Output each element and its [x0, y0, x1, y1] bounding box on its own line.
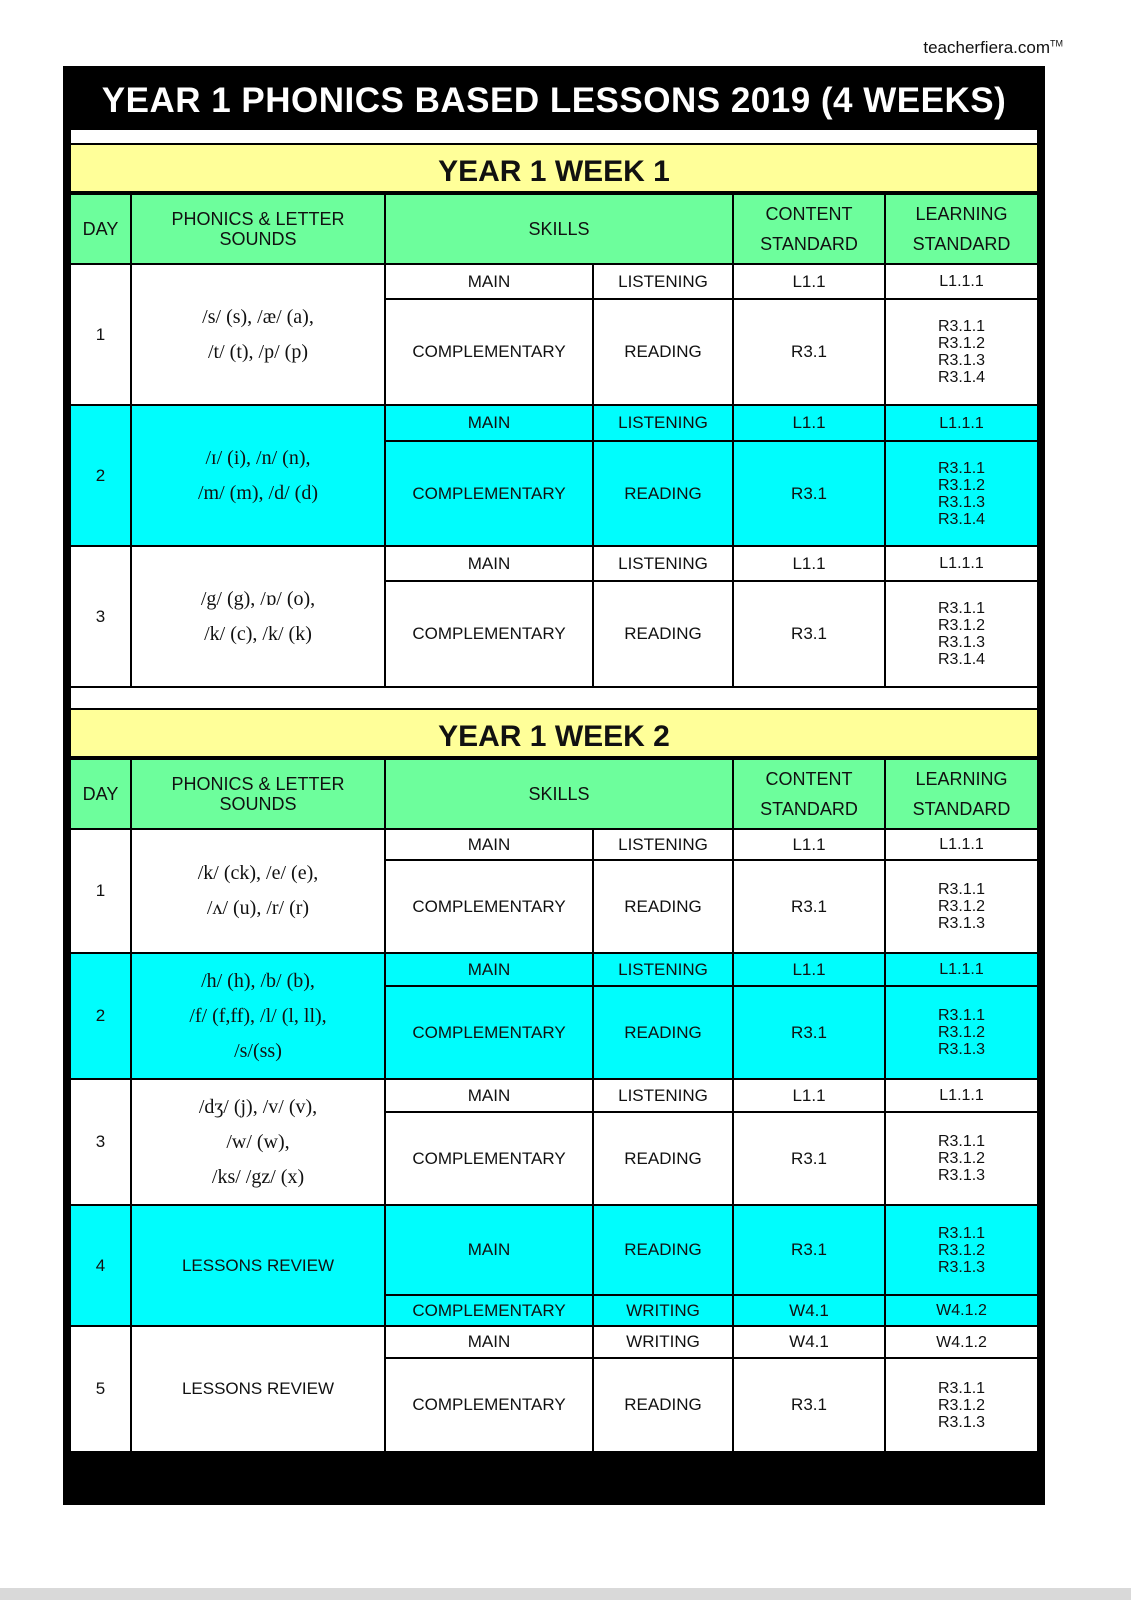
content-standard: R3.1 [733, 1205, 885, 1295]
header-skills: SKILLS [385, 759, 733, 829]
content-standard: L1.1 [733, 829, 885, 860]
skill-name: WRITING [593, 1295, 733, 1326]
text-line: R3.1.3 [937, 1413, 986, 1431]
learning-standard [885, 1295, 1037, 1326]
text-line: R3.1.2 [937, 1150, 986, 1167]
learning-standard [885, 264, 1037, 299]
text-line: L1.1.1 [939, 961, 984, 978]
content-standard: R3.1 [733, 581, 885, 687]
skill-name: LISTENING [593, 953, 733, 986]
week-table [71, 758, 1037, 1453]
skill-name: LISTENING [593, 546, 733, 581]
skill-type: MAIN [385, 405, 593, 441]
content-standard: R3.1 [733, 1112, 885, 1205]
content-standard: R3.1 [733, 1358, 885, 1452]
learning-standard [885, 1205, 1037, 1295]
text-line: R3.1.3 [937, 1041, 986, 1058]
skill-type: COMPLEMENTARY [385, 1112, 593, 1205]
learning-standard [885, 1079, 1037, 1112]
learning-standard [885, 1326, 1037, 1358]
learning-standard [885, 860, 1037, 953]
text-line: R3.1.1 [937, 881, 986, 898]
text-line: /h/ (h), /b/ (b), [201, 969, 315, 992]
text-line: W4.1.2 [936, 1302, 987, 1319]
table-row [71, 264, 1037, 299]
header-skills: SKILLS [385, 194, 733, 264]
content-standard: R3.1 [733, 299, 885, 405]
day-number: 1 [71, 264, 131, 405]
content-standard: R3.1 [733, 986, 885, 1079]
skill-name: READING [593, 581, 733, 687]
header-content-standard: CONTENT STANDARD [733, 194, 885, 264]
header-phonics: PHONICS & LETTER SOUNDS [131, 759, 385, 829]
text-line: R3.1.3 [937, 634, 986, 651]
text-line: R3.1.2 [937, 1241, 986, 1259]
header-row [71, 194, 1037, 264]
header-content-standard: CONTENT STANDARD [733, 759, 885, 829]
phonics-sounds [131, 264, 385, 405]
text-line: R3.1.1 [937, 459, 986, 477]
learning-standard [885, 405, 1037, 441]
skill-type: MAIN [385, 953, 593, 986]
table-row [71, 829, 1037, 860]
skill-type: COMPLEMENTARY [385, 986, 593, 1079]
skill-name: LISTENING [593, 829, 733, 860]
lesson-plan-body [71, 128, 1037, 1453]
text-line: /m/ (m), /d/ (d) [198, 481, 318, 504]
skill-name: WRITING [593, 1326, 733, 1358]
text-line: R3.1.2 [937, 1024, 986, 1041]
content-standard: R3.1 [733, 441, 885, 546]
skill-name: READING [593, 1205, 733, 1295]
text-line: L1.1.1 [939, 414, 984, 432]
header-day: DAY [71, 759, 131, 829]
week-title: YEAR 1 WEEK 1 [71, 143, 1037, 193]
learning-standard [885, 986, 1037, 1079]
table-row [71, 405, 1037, 441]
text-line: R3.1.4 [937, 651, 986, 668]
trademark: TM [1050, 38, 1063, 49]
table-row [71, 1079, 1037, 1112]
phonics-sounds [131, 1205, 385, 1326]
learning-standard [885, 441, 1037, 546]
text-line: LESSONS REVIEW [181, 1255, 335, 1275]
text-line: /s/(ss) [234, 1039, 282, 1062]
brand-logo [923, 38, 1063, 58]
text-line: /ʌ/ (u), /r/ (r) [206, 897, 310, 919]
skill-name: READING [593, 1358, 733, 1452]
text-line: /k/ (ck), /e/ (e), [197, 862, 319, 884]
skill-name: READING [593, 986, 733, 1079]
content-standard: L1.1 [733, 405, 885, 441]
text-line: L1.1.1 [939, 273, 984, 290]
day-number: 4 [71, 1205, 131, 1326]
text-line: R3.1.1 [937, 318, 986, 335]
phonics-sounds [131, 1079, 385, 1205]
learning-standard [885, 581, 1037, 687]
skill-name: LISTENING [593, 1079, 733, 1112]
text-line: R3.1.1 [937, 1224, 986, 1242]
learning-standard [885, 546, 1037, 581]
skill-name: READING [593, 299, 733, 405]
text-line: R3.1.1 [937, 1007, 986, 1024]
learning-standard [885, 953, 1037, 986]
text-line: /k/ (c), /k/ (k) [204, 622, 312, 645]
text-line: R3.1.2 [937, 898, 986, 915]
week-gap [71, 688, 1037, 708]
day-number: 5 [71, 1326, 131, 1452]
text-line: /f/ (f,ff), /l/ (l, ll), [189, 1004, 327, 1027]
content-standard: L1.1 [733, 953, 885, 986]
lesson-plan-frame [63, 66, 1045, 1505]
text-line: R3.1.2 [937, 476, 986, 494]
text-line: R3.1.4 [937, 369, 986, 386]
learning-standard [885, 829, 1037, 860]
text-line: R3.1.2 [937, 335, 986, 352]
text-line: L1.1.1 [939, 836, 984, 853]
content-standard: W4.1 [733, 1295, 885, 1326]
skill-name: LISTENING [593, 405, 733, 441]
header-row [71, 759, 1037, 829]
phonics-sounds [131, 829, 385, 953]
day-number: 2 [71, 405, 131, 546]
day-number: 3 [71, 1079, 131, 1205]
text-line: /dʒ/ (j), /v/ (v), [198, 1095, 318, 1118]
brand-name: teacherfiera.com [923, 38, 1050, 57]
skill-name: LISTENING [593, 264, 733, 299]
learning-standard [885, 1358, 1037, 1452]
text-line: /w/ (w), [226, 1130, 290, 1153]
skill-type: MAIN [385, 546, 593, 581]
text-line: /t/ (t), /p/ (p) [208, 340, 308, 363]
skill-type: COMPLEMENTARY [385, 299, 593, 405]
week-table [71, 193, 1037, 688]
text-line: R3.1.3 [937, 352, 986, 369]
content-standard: L1.1 [733, 546, 885, 581]
skill-type: MAIN [385, 1079, 593, 1112]
table-row [71, 546, 1037, 581]
text-line: L1.1.1 [939, 1087, 984, 1104]
day-number: 1 [71, 829, 131, 953]
phonics-sounds [131, 1326, 385, 1452]
text-line: R3.1.2 [937, 1396, 986, 1414]
content-standard: L1.1 [733, 264, 885, 299]
learning-standard [885, 1112, 1037, 1205]
spacer [71, 128, 1037, 143]
text-line: /ɪ/ (i), /n/ (n), [205, 446, 311, 469]
table-row [71, 1326, 1037, 1358]
skill-type: MAIN [385, 1205, 593, 1295]
text-line: W4.1.2 [936, 1333, 987, 1351]
header-phonics: PHONICS & LETTER SOUNDS [131, 194, 385, 264]
content-standard: L1.1 [733, 1079, 885, 1112]
text-line: R3.1.2 [937, 617, 986, 634]
skill-name: READING [593, 1112, 733, 1205]
page-title: YEAR 1 PHONICS BASED LESSONS 2019 (4 WEEKS) [101, 81, 1007, 120]
text-line: R3.1.3 [937, 493, 986, 511]
text-line: LESSONS REVIEW [181, 1379, 335, 1398]
table-row [71, 1205, 1037, 1295]
skill-type: COMPLEMENTARY [385, 1295, 593, 1326]
text-line: R3.1.3 [937, 915, 986, 932]
text-line: R3.1.4 [937, 510, 986, 528]
skill-type: COMPLEMENTARY [385, 441, 593, 546]
text-line: R3.1.1 [937, 600, 986, 617]
header-day: DAY [71, 194, 131, 264]
text-line: /ks/ /gz/ (x) [211, 1165, 305, 1188]
skill-type: COMPLEMENTARY [385, 860, 593, 953]
text-line: /g/ (g), /ɒ/ (o), [200, 587, 316, 610]
header-learning-standard: LEARNING STANDARD [885, 759, 1037, 829]
phonics-sounds [131, 546, 385, 687]
text-line: R3.1.3 [937, 1167, 986, 1184]
content-standard: R3.1 [733, 860, 885, 953]
content-standard: W4.1 [733, 1326, 885, 1358]
skill-type: COMPLEMENTARY [385, 1358, 593, 1452]
week-title: YEAR 1 WEEK 2 [71, 708, 1037, 758]
skill-name: READING [593, 860, 733, 953]
text-line: R3.1.1 [937, 1133, 986, 1150]
day-number: 3 [71, 546, 131, 687]
learning-standard [885, 299, 1037, 405]
skill-type: MAIN [385, 1326, 593, 1358]
header-learning-standard: LEARNING STANDARD [885, 194, 1037, 264]
skill-name: READING [593, 441, 733, 546]
text-line: L1.1.1 [939, 555, 984, 572]
skill-type: MAIN [385, 264, 593, 299]
text-line: R3.1.1 [937, 1379, 986, 1397]
day-number: 2 [71, 953, 131, 1079]
page-bottom-edge [0, 1588, 1131, 1600]
skill-type: COMPLEMENTARY [385, 581, 593, 687]
table-row [71, 953, 1037, 986]
text-line: R3.1.3 [937, 1258, 986, 1276]
skill-type: MAIN [385, 829, 593, 860]
phonics-sounds [131, 953, 385, 1079]
text-line: /s/ (s), /æ/ (a), [202, 305, 314, 328]
phonics-sounds [131, 405, 385, 546]
